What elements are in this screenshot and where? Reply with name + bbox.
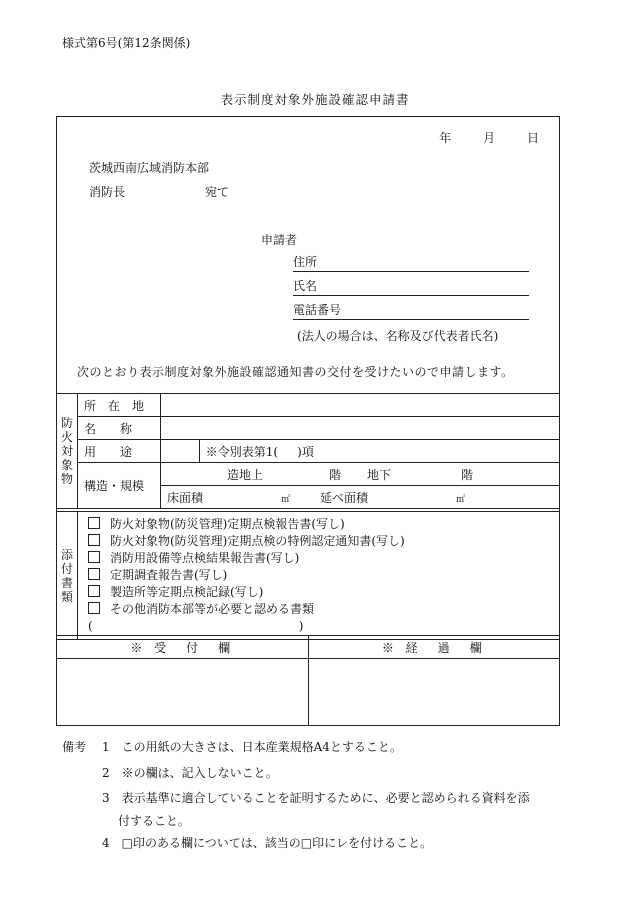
attachments-table (57, 511, 559, 640)
note-3-continued: 付すること。 (118, 814, 191, 828)
date-day-field[interactable]: 日 (526, 131, 539, 145)
name-label: 氏名 (293, 279, 318, 293)
addressee-chief-title: 消防長 (89, 185, 126, 199)
address-label: 住所 (293, 255, 318, 269)
total-area-unit: ㎡ (456, 494, 466, 505)
use-category-field[interactable] (199, 440, 559, 463)
corporation-note: (法人の場合は、名称及び代表者氏名) (297, 329, 499, 343)
application-statement: 次のとおり表示制度対象外施設確認通知書の交付を受けたいので申請します。 (77, 365, 514, 379)
floor-label-1: 階 (329, 467, 342, 482)
note-1: 1 この用紙の大きさは、日本産業規格A4とすること。 (102, 740, 402, 754)
addressee-chief (89, 183, 229, 200)
total-area-label: 延べ面積 (320, 490, 369, 505)
applicant-heading: 申請者 (261, 233, 298, 247)
floor-area-unit: ㎡ (281, 494, 291, 505)
fire-object-side-label: 防火対象物 (57, 394, 78, 509)
attachment-checkbox-4[interactable] (88, 568, 100, 580)
page-title: 表示制度対象外施設確認申請書 (220, 92, 410, 107)
office-use-table (57, 635, 559, 725)
name-field[interactable] (293, 277, 529, 296)
address-field[interactable] (293, 253, 529, 272)
attachment-checkbox-1[interactable] (88, 517, 100, 529)
use-label: 用 途 (78, 440, 161, 463)
list-item: その他消防本部等が必要と認める書類 (88, 601, 549, 618)
date-year-field[interactable]: 年 (439, 131, 452, 145)
structure-label: 構造・規模 (78, 463, 161, 509)
addressee-org: 茨城西南広域消防本部 (89, 161, 210, 175)
reception-area (57, 659, 308, 726)
attachment-checkbox-6[interactable] (88, 602, 100, 614)
addressee-suffix: 宛て (205, 185, 230, 199)
list-item: 定期調査報告書(写し) (88, 567, 549, 584)
attachments-side-label: 添付書類 (57, 512, 78, 640)
note-3: 3 表示基準に適合していることを証明するために、必要と認められる資料を添 (102, 791, 530, 805)
floor-area-label: 床面積 (167, 490, 204, 505)
date-line (411, 129, 539, 146)
list-item: 消防用設備等点検結果報告書(写し) (88, 550, 549, 567)
application-form (56, 116, 560, 726)
use-input[interactable] (161, 440, 200, 463)
use-note-suffix: )項 (297, 444, 314, 459)
structure-floors-field[interactable] (161, 463, 560, 486)
note-2: 2 ※の欄は、記入しないこと。 (102, 766, 278, 780)
area-field[interactable] (161, 486, 560, 509)
floor-label-2: 階 (461, 467, 474, 482)
paren-open: ( (88, 619, 93, 633)
progress-area (308, 659, 559, 726)
object-name-input[interactable] (161, 417, 560, 440)
attachment-checkbox-2[interactable] (88, 534, 100, 546)
list-item: 製造所等定期点検記録(写し) (88, 584, 549, 601)
notes-label: 備考 (62, 740, 87, 754)
attachment-checkbox-3[interactable] (88, 551, 100, 563)
attachment-checkbox-5[interactable] (88, 585, 100, 597)
list-item: 防火対象物(防災管理)定期点検報告書(写し) (88, 516, 549, 533)
location-input[interactable] (161, 394, 560, 417)
form-number: 様式第6号(第12条関係) (62, 36, 191, 50)
underground-label: 地下 (367, 467, 392, 482)
object-name-label: 名 称 (78, 417, 161, 440)
list-item: 防火対象物(防災管理)定期点検の特例認定通知書(写し) (88, 533, 549, 550)
ground-label: 造地上 (227, 467, 264, 482)
date-month-field[interactable]: 月 (483, 131, 496, 145)
paren-close: ) (298, 619, 304, 633)
fire-object-table (57, 393, 559, 509)
note-4: 4 □印のある欄については、該当の□印にレを付けること。 (102, 836, 433, 850)
reception-header: ※ 受 付 欄 (57, 636, 308, 659)
phone-label: 電話番号 (293, 303, 342, 317)
phone-field[interactable] (293, 301, 529, 320)
location-label: 所 在 地 (78, 394, 161, 417)
other-documents-field[interactable] (88, 618, 549, 635)
attachments-list (78, 512, 560, 640)
progress-header: ※ 経 過 欄 (308, 636, 559, 659)
use-note-prefix: ※令別表第1( (205, 444, 279, 459)
